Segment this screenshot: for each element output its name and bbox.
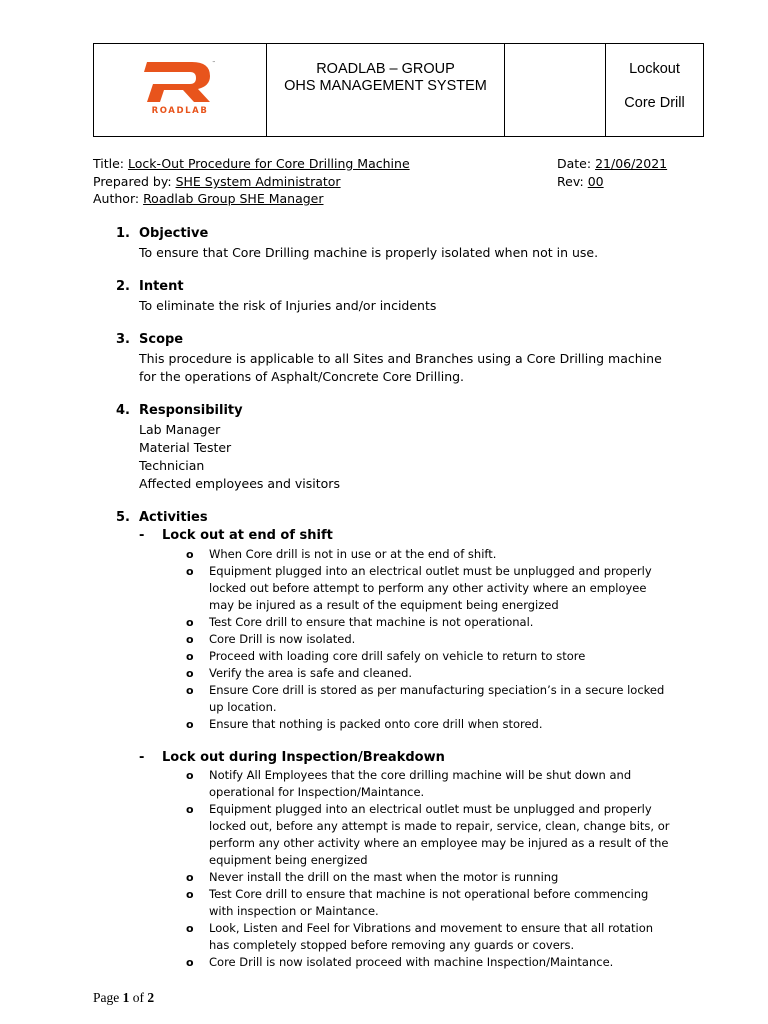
- empty-cell: [505, 44, 606, 136]
- org-title-cell: [267, 44, 505, 136]
- list-item: o Look, Listen and Feel for Vibrations and movement to ensure that all rotation has completely stopped before removing any guards or covers.: [186, 921, 654, 952]
- rev-label: Rev:: [557, 174, 584, 189]
- bullet-marker: o: [186, 684, 194, 697]
- list-item: o Proceed with loading core drill safely on vehicle to return to store: [186, 649, 586, 663]
- list-item: o Equipment plugged into an electrical outlet must be unplugged and properly locked out before attempt to perform any other activity where an employee may be injured as a result of the equipment being energized: [186, 564, 652, 612]
- roadlab-logo: [140, 58, 220, 118]
- date-line: [557, 155, 667, 173]
- list-item: o Ensure Core drill is stored as per manufacturing speciation’s in a secure locked up location.: [186, 683, 665, 714]
- section-number: 1.: [116, 226, 130, 241]
- section-number: 5.: [116, 510, 130, 525]
- rev-value: 00: [587, 174, 604, 189]
- scope-text-line: for the operations of Asphalt/Concrete Core Drilling.: [139, 369, 465, 384]
- section-heading: Responsibility: [139, 403, 243, 418]
- page-number: 1: [122, 990, 130, 1005]
- author-value: Roadlab Group SHE Manager: [143, 191, 324, 206]
- list-item: o Ensure that nothing is packed onto core drill when stored.: [186, 717, 543, 731]
- list-item: o Never install the drill on the mast when the motor is running: [186, 870, 559, 884]
- responsibility-item: Material Tester: [139, 440, 232, 455]
- page-total: 2: [147, 990, 155, 1005]
- bullet-marker: o: [186, 650, 194, 663]
- bullet-marker: o: [186, 871, 194, 884]
- logo-r-mark-icon: [140, 58, 220, 104]
- section-number: 4.: [116, 403, 130, 418]
- logo-trademark: ™: [212, 60, 216, 65]
- rev-line: [557, 173, 604, 191]
- prepared-value: SHE System Administrator: [175, 174, 341, 189]
- logo-wordmark: ROADLAB: [151, 106, 209, 116]
- date-value: 21/06/2021: [595, 156, 668, 171]
- section-heading: Intent: [139, 279, 184, 294]
- system-name: OHS MANAGEMENT SYSTEM: [284, 78, 487, 94]
- objective-text: To ensure that Core Drilling machine is properly isolated when not in use.: [139, 245, 599, 260]
- doc-subject: Core Drill: [624, 95, 685, 111]
- section-heading: Scope: [139, 332, 184, 347]
- subsection-heading: Lock out at end of shift: [162, 528, 333, 543]
- header-table: [93, 43, 704, 137]
- org-name: ROADLAB – GROUP: [316, 61, 455, 77]
- prepared-line: [93, 173, 341, 191]
- bullet-marker: o: [186, 769, 194, 782]
- logo-cell: [94, 44, 267, 136]
- intent-text: To eliminate the risk of Injuries and/or incidents: [139, 298, 437, 313]
- list-item: o Test Core drill to ensure that machine is not operational before commencing with inspection or Maintance.: [186, 887, 649, 918]
- bullet-marker: o: [186, 633, 194, 646]
- dash-marker: -: [139, 528, 145, 543]
- bullet-marker: o: [186, 956, 194, 969]
- date-label: Date:: [557, 156, 592, 171]
- list-item: o When Core drill is not in use or at the end of shift.: [186, 547, 497, 561]
- bullet-marker: o: [186, 565, 194, 578]
- list-item: o Verify the area is safe and cleaned.: [186, 666, 413, 680]
- end-of-shift-list: [186, 546, 676, 733]
- list-item: o Core Drill is now isolated.: [186, 632, 356, 646]
- bullet-marker: o: [186, 718, 194, 731]
- bullet-marker: o: [186, 667, 194, 680]
- list-item: o Test Core drill to ensure that machine is not operational.: [186, 615, 534, 629]
- responsibility-item: Affected employees and visitors: [139, 476, 340, 491]
- section-number: 2.: [116, 279, 130, 294]
- bullet-marker: o: [186, 803, 194, 816]
- doc-type-cell: [606, 44, 703, 136]
- subsection-heading: Lock out during Inspection/Breakdown: [162, 750, 445, 765]
- title-line: [93, 155, 410, 173]
- title-label: Title:: [93, 156, 124, 171]
- section-heading: Objective: [139, 226, 209, 241]
- bullet-marker: o: [186, 922, 194, 935]
- doc-type: Lockout: [629, 61, 680, 77]
- prepared-label: Prepared by:: [93, 174, 172, 189]
- section-number: 3.: [116, 332, 130, 347]
- scope-text-line: This procedure is applicable to all Sites and Branches using a Core Drilling machine: [139, 351, 662, 366]
- bullet-marker: o: [186, 888, 194, 901]
- subsection-inspection: [139, 750, 445, 765]
- dash-marker: -: [139, 750, 145, 765]
- responsibility-item: Technician: [139, 458, 205, 473]
- list-item: o Equipment plugged into an electrical outlet must be unplugged and properly locked out, before any attempt is made to repair, service, clean, change bits, or perform any other activity where an employee may be injured as a result of the equipment being energized: [186, 802, 670, 867]
- section-heading: Activities: [139, 510, 208, 525]
- bullet-marker: o: [186, 548, 194, 561]
- page-footer: [93, 990, 154, 1006]
- author-line: [93, 190, 324, 208]
- responsibility-item: Lab Manager: [139, 422, 221, 437]
- inspection-list: [186, 767, 676, 971]
- title-value: Lock-Out Procedure for Core Drilling Machine: [127, 156, 410, 171]
- of-word: of: [132, 990, 144, 1005]
- author-label: Author:: [93, 191, 140, 206]
- list-item: o Notify All Employees that the core drilling machine will be shut down and operational for Inspection/Maintance.: [186, 768, 632, 799]
- bullet-marker: o: [186, 616, 194, 629]
- list-item: o Core Drill is now isolated proceed with machine Inspection/Maintance.: [186, 955, 614, 969]
- page-word: Page: [93, 990, 120, 1005]
- subsection-end-of-shift: [139, 528, 333, 543]
